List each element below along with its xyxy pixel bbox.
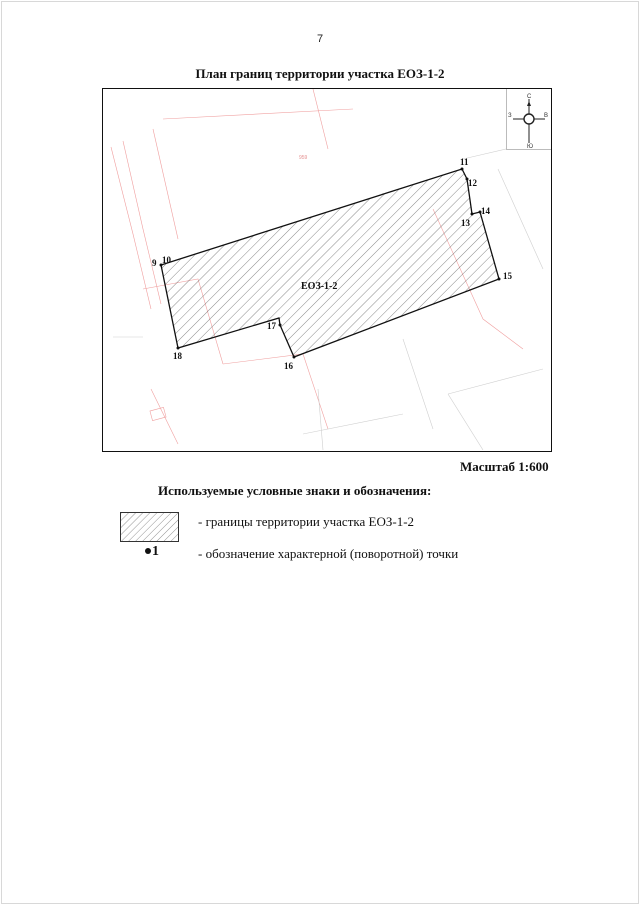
point-label-11: 11 bbox=[460, 157, 469, 167]
turning-point-15 bbox=[498, 278, 501, 281]
legend-boundary-swatch bbox=[120, 512, 179, 542]
turning-point-16 bbox=[293, 356, 296, 359]
compass-north-label: С bbox=[527, 94, 532, 100]
point-dot-icon bbox=[145, 548, 151, 554]
point-label-15: 15 bbox=[503, 271, 512, 281]
compass-rose bbox=[506, 89, 551, 150]
map-canvas bbox=[103, 89, 550, 450]
point-label-17: 17 bbox=[267, 321, 276, 331]
legend-heading: Используемые условные знаки и обозначения: bbox=[158, 483, 432, 498]
compass-east-label: В bbox=[544, 113, 549, 119]
legend-boundary-text: - границы территории участка ЕОЗ-1-2 bbox=[198, 514, 415, 529]
hatch-swatch-icon bbox=[121, 513, 178, 541]
turning-point-17 bbox=[279, 324, 282, 327]
legend-point-text: - обозначение характерной (поворотной) точки bbox=[198, 546, 459, 561]
turning-point-13 bbox=[471, 213, 474, 216]
background-parcel-label: 959 bbox=[299, 155, 308, 161]
point-label-10: 10 bbox=[162, 255, 171, 265]
zone-label: ЕОЗ-1-2 bbox=[301, 281, 338, 292]
page-title: План границ территории участка ЕОЗ-1-2 bbox=[195, 66, 445, 81]
point-label-13: 13 bbox=[461, 218, 470, 228]
territory-boundary-polygon bbox=[161, 169, 499, 357]
legend-point-symbol bbox=[145, 544, 159, 560]
map-scale: Масштаб 1:600 bbox=[460, 459, 549, 474]
point-label-14: 14 bbox=[481, 206, 490, 216]
turning-point-11 bbox=[461, 168, 464, 171]
legend-point-number: 1 bbox=[152, 544, 159, 559]
point-label-18: 18 bbox=[173, 351, 182, 361]
page-number: 7 bbox=[316, 33, 324, 45]
point-label-9: 9 bbox=[152, 258, 157, 268]
boundary-plan-map bbox=[102, 88, 552, 452]
turning-point-18 bbox=[177, 347, 180, 350]
compass-west-label: З bbox=[508, 113, 512, 119]
point-label-16: 16 bbox=[284, 361, 293, 371]
compass-south-label: Ю bbox=[527, 144, 534, 149]
compass-icon bbox=[507, 89, 551, 149]
point-label-12: 12 bbox=[468, 178, 477, 188]
